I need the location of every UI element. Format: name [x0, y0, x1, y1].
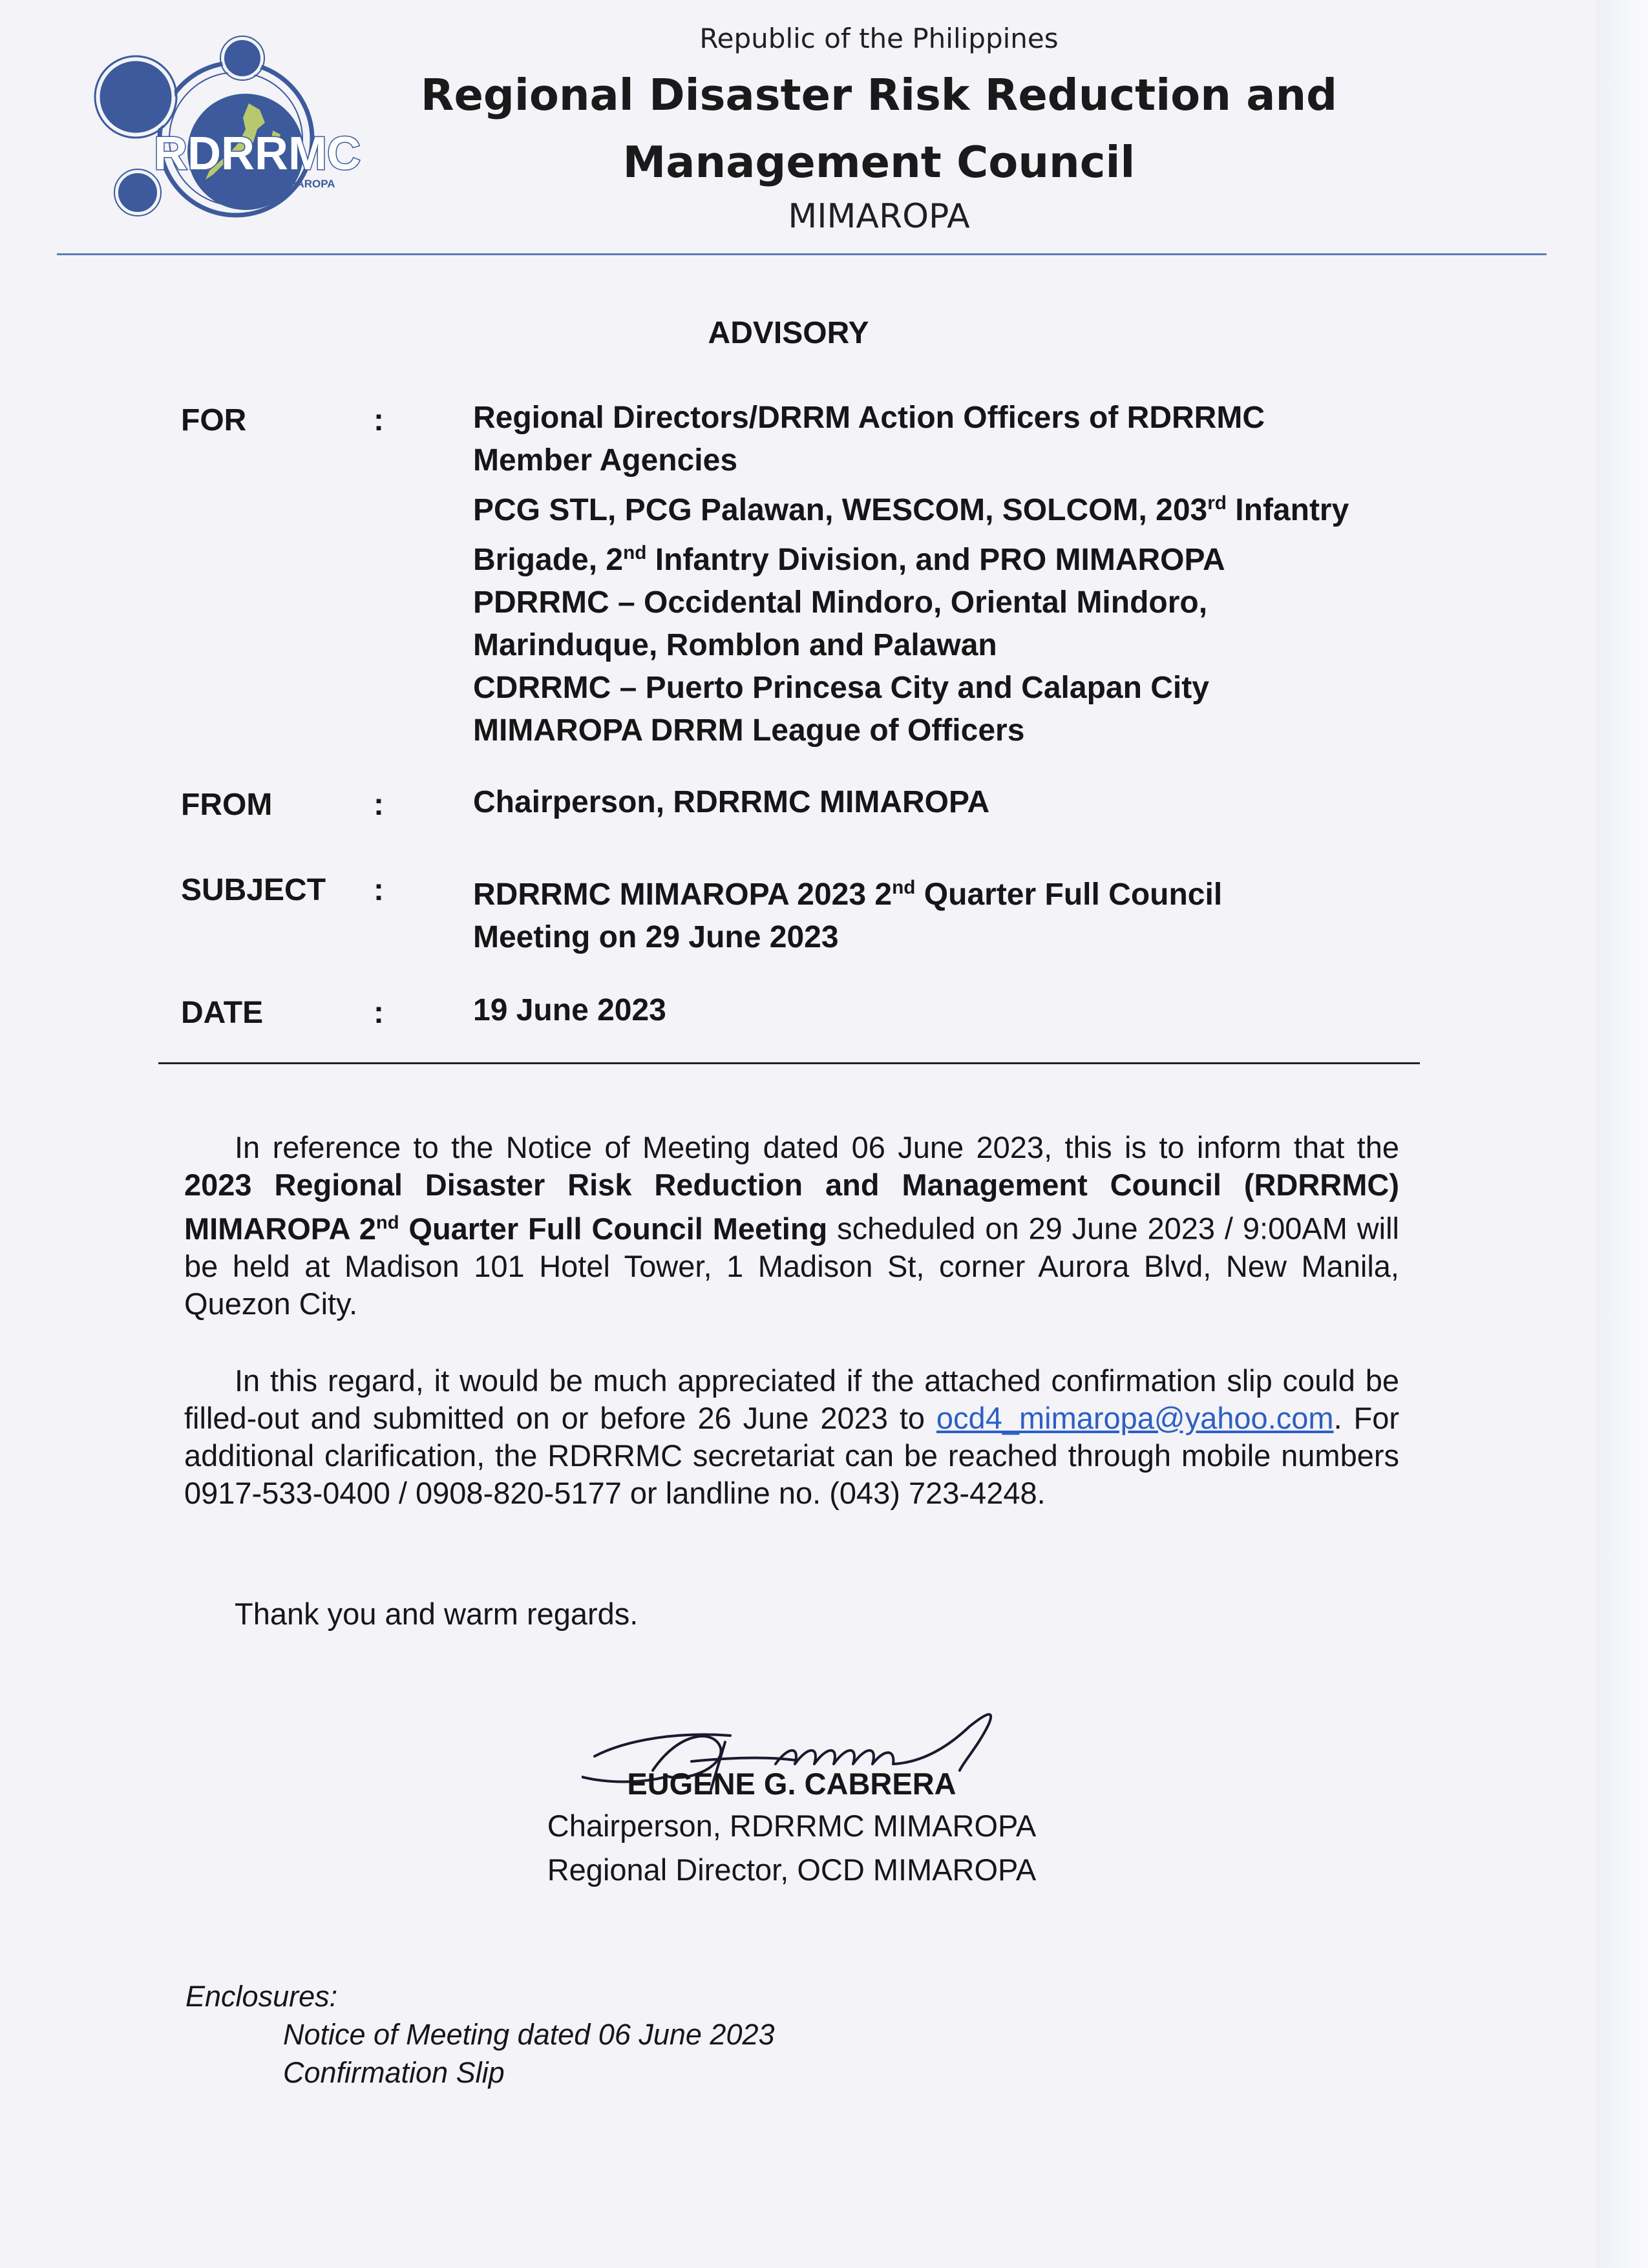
signatory-title-2: Regional Director, OCD MIMAROPA — [547, 1853, 1037, 1887]
for-colon: : — [374, 403, 384, 437]
p2-intro: In this regard, it would be much appreciated if the attached confirmation slip could be filled-out and submitted on or before 26 June 2023 to — [184, 1363, 1399, 1435]
for-label: FOR — [181, 403, 247, 437]
date-colon: : — [374, 996, 384, 1030]
from-label: FROM — [181, 788, 273, 822]
from-colon: : — [374, 788, 384, 822]
enclosure-item: Confirmation Slip — [283, 2056, 505, 2089]
enclosures-label: Enclosures: — [185, 1980, 338, 2013]
header-divider — [57, 253, 1547, 255]
org-name-line2: Management Council — [622, 137, 1136, 187]
recipient-line: CDRRMC – Puerto Princesa City and Calapan City — [473, 671, 1209, 705]
organization-name — [388, 61, 1370, 196]
logo-subtext: MIMAROPA — [275, 178, 335, 190]
logo-text: RDRRMC — [154, 128, 361, 180]
date-label: DATE — [181, 996, 264, 1030]
p1-meeting-title: 2023 Regional Disaster Risk Reduction and Management Council (RDRRMC) MIMAROPA 2nd Quarter Full Council Meeting — [184, 1168, 1399, 1246]
region-heading: MIMAROPA — [788, 197, 970, 236]
enclosure-item: Notice of Meeting dated 06 June 2023 — [283, 2018, 775, 2051]
closing-remark: Thank you and warm regards. — [235, 1597, 639, 1631]
subject-label: SUBJECT — [181, 873, 326, 907]
subject-line2: Meeting on 29 June 2023 — [473, 920, 839, 954]
org-name-line1: Regional Disaster Risk Reduction and — [420, 70, 1338, 120]
subject-value — [473, 866, 1430, 959]
recipient-line: Brigade, 2nd Infantry Division, and PRO MIMAROPA — [473, 542, 1225, 577]
recipient-line: Marinduque, Romblon and Palawan — [473, 628, 997, 662]
rdrrmc-logo — [84, 32, 388, 246]
for-recipients — [473, 397, 1430, 752]
recipient-line: Regional Directors/DRRM Action Officers of RDRRMC — [473, 401, 1265, 435]
date-value: 19 June 2023 — [473, 993, 666, 1027]
recipient-line: Member Agencies — [473, 443, 738, 478]
body-paragraph-1 — [184, 1129, 1399, 1323]
document-type: ADVISORY — [708, 316, 869, 350]
signatory-name: EUGENE G. CABRERA — [627, 1767, 956, 1801]
republic-heading: Republic of the Philippines — [699, 23, 1059, 54]
subject-colon: : — [374, 873, 384, 907]
email-link[interactable]: ocd4_mimaropa@yahoo.com — [936, 1401, 1334, 1435]
subject-line1: RDRRMC MIMAROPA 2023 2nd Quarter Full Council — [473, 877, 1223, 912]
section-divider — [158, 1062, 1420, 1064]
scan-edge — [1596, 0, 1648, 2268]
p1-details: scheduled on 29 June 2023 / 9:00AM will be held at Madison 101 Hotel Tower, 1 Madison St, corner Aurora Blvd, New Manila, Quezon City. — [184, 1211, 1400, 1321]
recipient-line: PCG STL, PCG Palawan, WESCOM, SOLCOM, 203rd Infantry — [473, 492, 1349, 527]
p2-contacts: . For additional clarification, the RDRRMC secretariat can be reached through mobile numbers 0917-533-0400 / 0908-820-5177 or landline no. (043) 723-4248. — [184, 1401, 1399, 1510]
recipient-line: PDRRMC – Occidental Mindoro, Oriental Mindoro, — [473, 585, 1208, 620]
p1-intro: In reference to the Notice of Meeting dated 06 June 2023, this is to inform that the — [235, 1130, 1399, 1164]
from-value: Chairperson, RDRRMC MIMAROPA — [473, 785, 990, 819]
signatory-title-1: Chairperson, RDRRMC MIMAROPA — [547, 1809, 1037, 1843]
recipient-line: MIMAROPA DRRM League of Officers — [473, 713, 1025, 748]
body-paragraph-2 — [184, 1362, 1399, 1512]
